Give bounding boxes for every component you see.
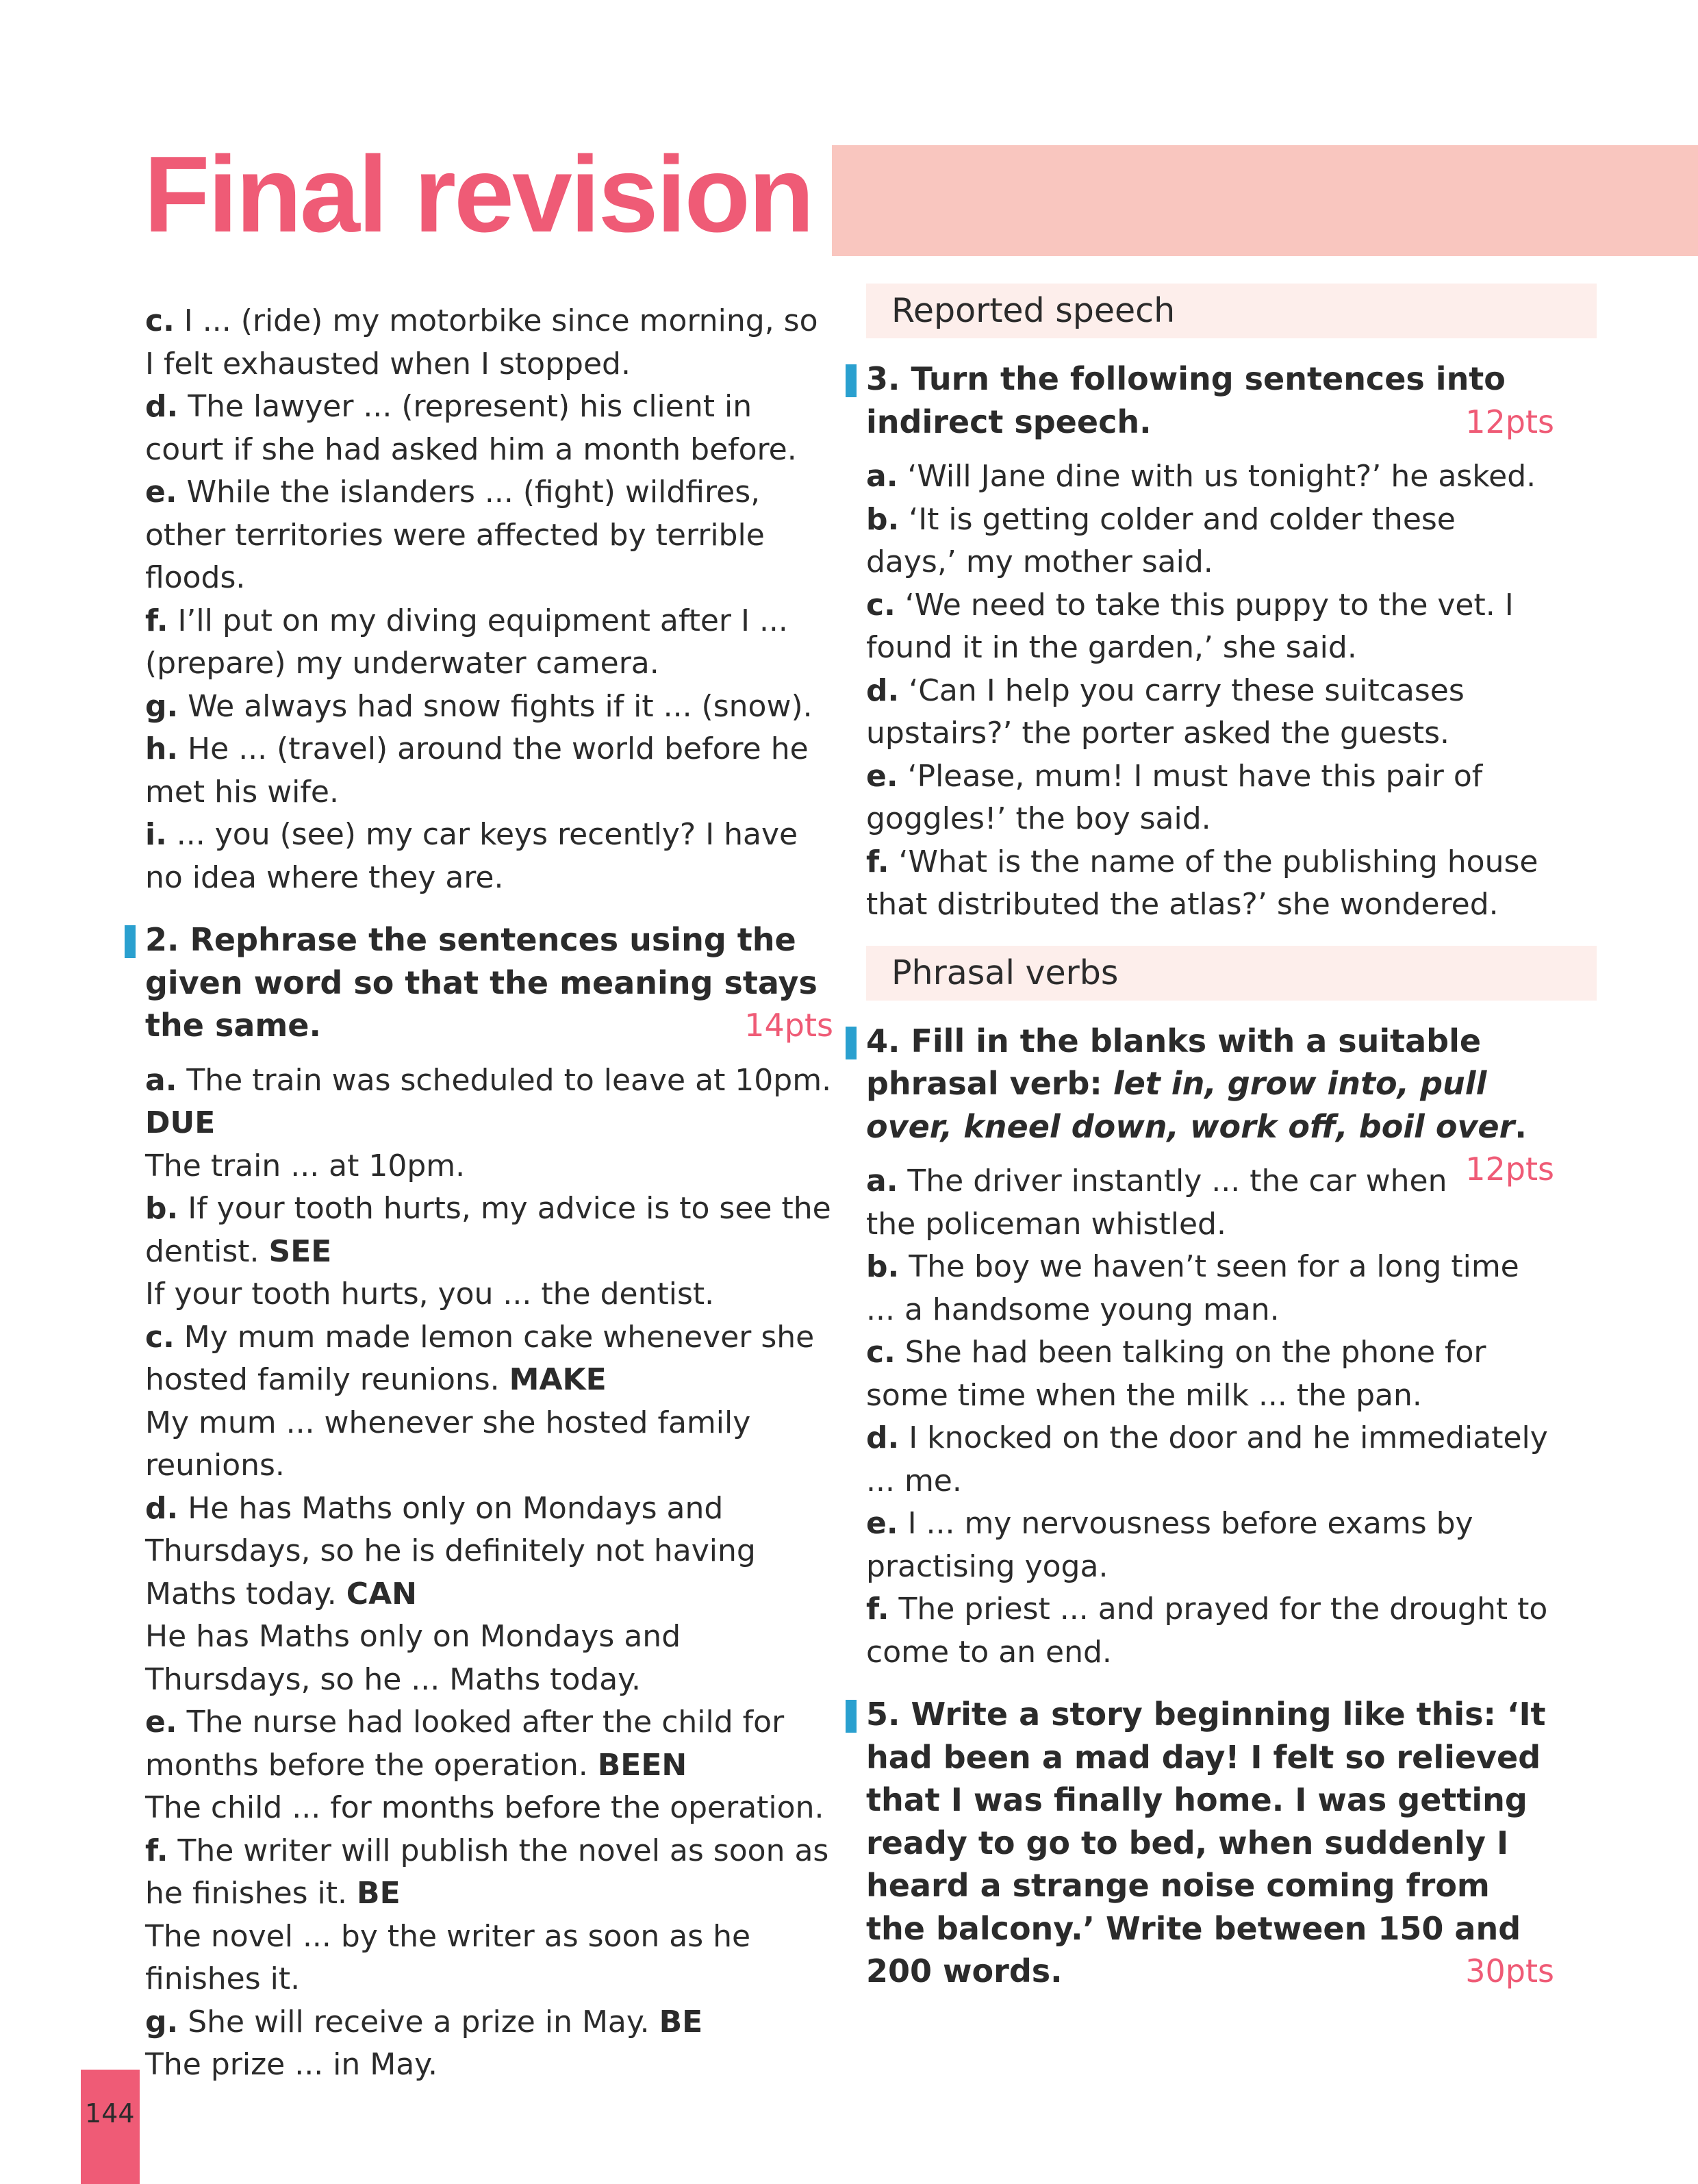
ex2-item-b: b. If your tooth hurts, my advice is to see the dentist. SEE If your tooth hurts, you ... the dentist. [145,1188,833,1316]
answer-line: If your tooth hurts, you ... the dentist. [145,1277,715,1311]
left-column [145,300,833,2087]
ex2-item-f: f. The writer will publish the novel as soon as he finishes it. BE The novel ... by the writer as soon as he finishes it. [145,1830,833,2001]
ex4-item-d: d. I knocked on the door and he immediately ... me. [866,1420,1548,1498]
ex1-item-h: h. He ... (travel) around the world before he met his wife. [145,731,809,809]
page-title: Final revision [144,134,813,255]
ex1-item-e: e. While the islanders ... (fight) wildfires, other territories were affected by terrible floods. [145,475,765,595]
keyword: MAKE [509,1362,607,1397]
header-band [832,145,1698,256]
ex2-item-e: e. The nurse had looked after the child for months before the operation. BEEN The child ... for months before the operation. [145,1701,833,1830]
keyword: DUE [145,1105,216,1140]
verb-list: let in, grow into, pull over, kneel down, work off, boil over [866,1065,1515,1145]
ex2-item-a: a. The train was scheduled to leave at 10pm. DUE The train ... at 10pm. [145,1059,833,1188]
ex1-item-c: c. I ... (ride) my motorbike since morning, so I felt exhausted when I stopped. [145,303,818,381]
ex3-item-a: a. ‘Will Jane dine with us tonight?’ he asked. [866,459,1536,494]
exercise-5-heading: 5. Write a story beginning like this: ‘It had been a mad day! I felt so relieved that I was finally home. I was getting ready to go to bed, when suddenly I heard a strange noise coming from the balcony.’ Write between 150 and 200 words. 30pts [866,1693,1554,1993]
answer-line: The child ... for months before the operation. [145,1790,824,1825]
keyword: SEE [268,1233,332,1269]
keyword: CAN [346,1576,417,1611]
section-phrasal-verbs: Phrasal verbs [866,946,1597,1001]
ex1-item-f: f. I’ll put on my diving equipment after I ... (prepare) my underwater camera. [145,603,788,681]
exercise-5-points: 30pts [1465,1953,1554,1990]
exercise-4-points: 12pts [1465,1151,1554,1188]
exercise-4-heading: 4. Fill in the blanks with a suitable phrasal verb: let in, grow into, pull over, kneel down, work off, boil over. 12pts [866,1020,1554,1149]
answer-line: He has Maths only on Mondays and Thursdays, so he ... Maths today. [145,1619,681,1697]
section-reported-speech: Reported speech [866,284,1597,338]
ex4-item-b: b. The boy we haven’t seen for a long time ... a handsome young man. [866,1249,1519,1327]
ex4-item-a: a. The driver instantly ... the car when the policeman whistled. [866,1164,1447,1242]
ex1-item-g: g. We always had snow fights if it ... (snow). [145,688,813,724]
exercise-2-points: 14pts [744,1007,833,1044]
ex3-item-c: c. ‘We need to take this puppy to the vet. I found it in the garden,’ she said. [866,587,1514,665]
answer-line: The novel ... by the writer as soon as he finishes it. [145,1918,751,1996]
ex2-item-c: c. My mum made lemon cake whenever she hosted family reunions. MAKE My mum ... whenever she hosted family reunions. [145,1316,833,1488]
answer-line: The prize ... in May. [145,2047,438,2082]
right-column [866,284,1554,1993]
ex2-item-g: g. She will receive a prize in May. BE The prize ... in May. [145,2001,833,2087]
exercise-2-heading: 2. Rephrase the sentences using the given word so that the meaning stays the same. 14pts [145,918,833,1047]
ex3-item-f: f. ‘What is the name of the publishing house that distributed the atlas?’ she wondered. [866,844,1538,922]
exercise-3-heading: 3. Turn the following sentences into indirect speech. 12pts [866,357,1554,443]
ex3-item-e: e. ‘Please, mum! I must have this pair of goggles!’ the boy said. [866,758,1483,836]
answer-line: The train ... at 10pm. [145,1148,466,1183]
page-number: 144 [85,2098,135,2129]
keyword: BE [357,1876,401,1911]
keyword: BE [659,2004,703,2039]
keyword: BEEN [597,1747,687,1783]
ex3-item-d: d. ‘Can I help you carry these suitcases upstairs?’ the porter asked the guests. [866,673,1465,751]
ex2-item-d: d. He has Maths only on Mondays and Thursdays, so he is definitely not having Maths today. CAN He has Maths only on Mondays and Thursdays, so he ... Maths today. [145,1488,833,1702]
ex4-item-e: e. I ... my nervousness before exams by practising yoga. [866,1506,1473,1584]
ex3-item-b: b. ‘It is getting colder and colder these days,’ my mother said. [866,501,1456,579]
answer-line: My mum ... whenever she hosted family reunions. [145,1405,751,1483]
ex1-item-i: i. ... you (see) my car keys recently? I have no idea where they are. [145,817,798,895]
ex4-item-c: c. She had been talking on the phone for some time when the milk ... the pan. [866,1335,1486,1413]
exercise-3-points: 12pts [1465,403,1554,440]
ex1-item-d: d. The lawyer ... (represent) his client in court if she had asked him a month before. [145,389,797,467]
ex4-item-f: f. The priest ... and prayed for the drought to come to an end. [866,1592,1548,1670]
